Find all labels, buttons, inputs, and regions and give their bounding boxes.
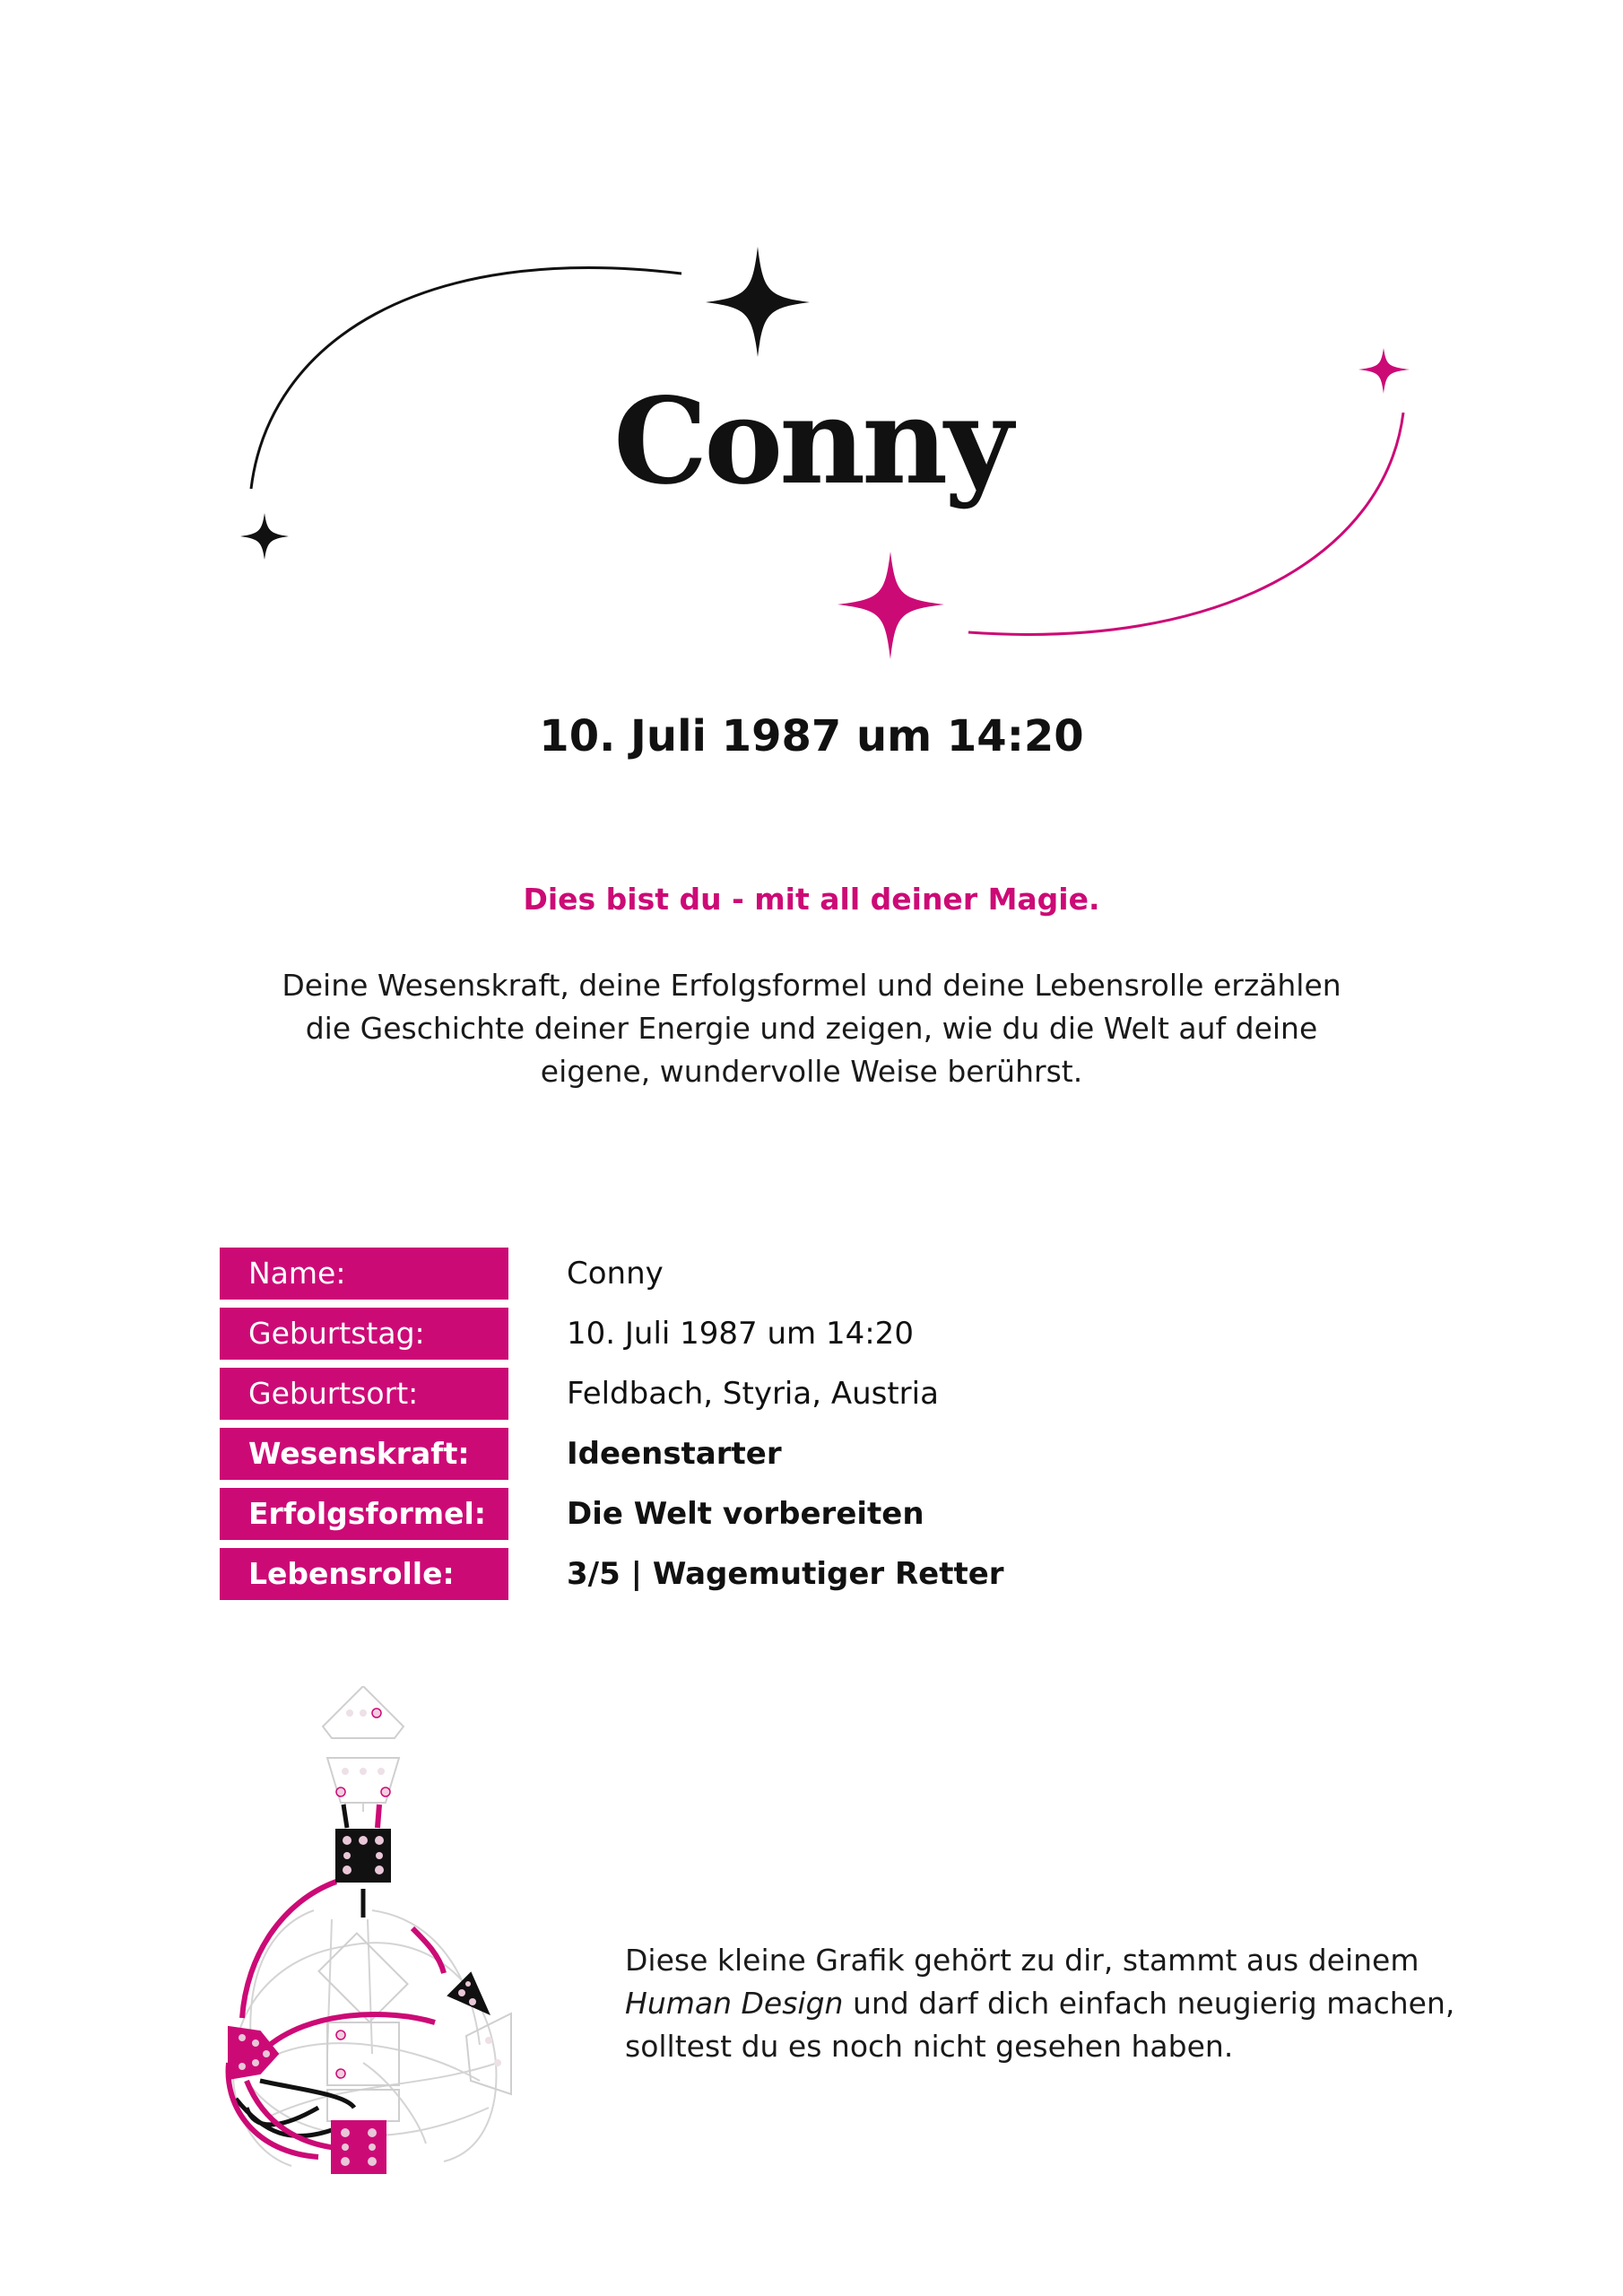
human-design-term: Human Design	[625, 1986, 844, 2021]
page-title: Conny	[613, 372, 1010, 511]
profile-value: 3/5 | Wagemutiger Retter	[567, 1556, 1004, 1592]
celestial-ornament	[0, 0, 1623, 718]
sparkle-large-black-icon	[706, 247, 810, 357]
human-design-bodygraph-icon	[211, 1686, 534, 2175]
profile-value: Ideenstarter	[567, 1436, 782, 1472]
profile-value: Feldbach, Styria, Austria	[567, 1376, 939, 1412]
sparkle-large-pink-icon	[838, 552, 944, 659]
bodygraph-caption	[625, 1939, 1486, 2068]
profile-value: Conny	[567, 1256, 664, 1292]
caption-text: Diese kleine Grafik gehört zu dir, stammt aus deinem	[625, 1943, 1419, 1978]
profile-label: Wesenskraft:	[220, 1428, 508, 1480]
profile-value: Die Welt vorbereiten	[567, 1496, 924, 1532]
caption-text: und darf dich einfach neugierig machen, solltest du es noch nicht gesehen haben.	[625, 1986, 1455, 2064]
profile-label: Lebensrolle:	[220, 1548, 508, 1600]
profile-value: 10. Juli 1987 um 14:20	[567, 1316, 914, 1352]
sparkle-small-black-icon	[240, 513, 289, 560]
tagline: Dies bist du - mit all deiner Magie.	[523, 882, 1100, 917]
intro-paragraph: Deine Wesenskraft, deine Erfolgsformel und deine Lebensrolle erzählen die Geschichte deiner Energie und zeigen, wie du die Welt auf deine eigene, wundervolle Weise berührst.	[282, 968, 1341, 1089]
profile-label: Name:	[220, 1248, 508, 1300]
profile-label: Erfolgsformel:	[220, 1488, 508, 1540]
birth-date-headline: 10. Juli 1987 um 14:20	[539, 711, 1084, 761]
profile-label: Geburtstag:	[220, 1308, 508, 1360]
profile-label: Geburtsort:	[220, 1368, 508, 1420]
